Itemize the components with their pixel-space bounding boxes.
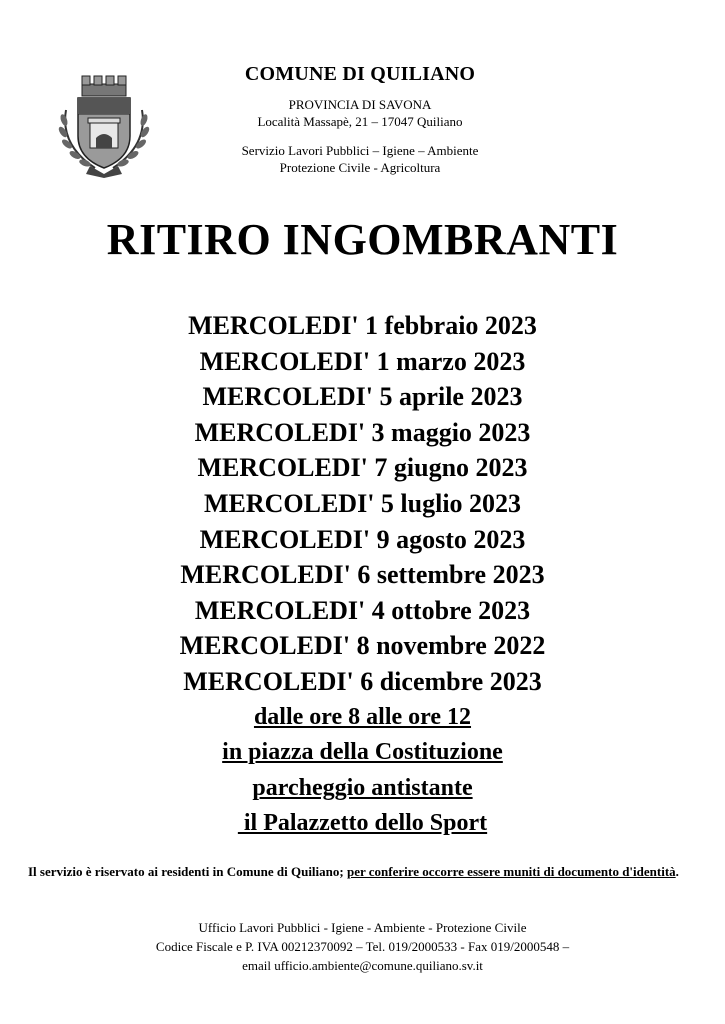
info-orario: dalle ore 8 alle ore 12: [253, 703, 472, 730]
date-item: MERCOLEDI' 6 dicembre 2023: [183, 666, 542, 696]
footer: [0, 918, 725, 975]
page-title: RITIRO INGOMBRANTI: [106, 215, 619, 264]
indirizzo: Località Massapè, 21 – 17047 Quiliano: [257, 114, 463, 129]
info-parcheggio: parcheggio antistante: [252, 774, 473, 801]
servizio-line-2: Protezione Civile - Agricoltura: [279, 160, 441, 175]
date-item: MERCOLEDI' 7 giugno 2023: [197, 453, 528, 483]
comune-title: COMUNE DI QUILIANO: [244, 63, 476, 85]
date-item: MERCOLEDI' 8 novembre 2022: [179, 631, 546, 661]
footer-office: Ufficio Lavori Pubblici - Igiene - Ambiente - Protezione Civile: [198, 920, 527, 935]
header: [205, 62, 515, 176]
note-requirement: per conferire occorre essere muniti di documento d'identità: [346, 864, 676, 879]
dates-list: [0, 308, 725, 842]
date-item: MERCOLEDI' 5 luglio 2023: [203, 488, 522, 518]
footer-email: email ufficio.ambiente@comune.quiliano.sv.it: [242, 958, 483, 973]
note-text: Il servizio è riservato ai residenti in Comune di Quiliano;: [28, 864, 347, 879]
date-item: MERCOLEDI' 9 agosto 2023: [199, 524, 526, 554]
date-item: MERCOLEDI' 6 settembre 2023: [180, 560, 545, 590]
residents-note: [28, 862, 696, 882]
info-luogo: in piazza della Costituzione: [222, 739, 503, 766]
note-end: .: [675, 864, 679, 879]
info-palazzetto: il Palazzetto dello Sport: [237, 810, 488, 837]
provincia: PROVINCIA DI SAVONA: [288, 97, 432, 112]
date-item: MERCOLEDI' 1 marzo 2023: [199, 346, 526, 376]
servizio-line-1: Servizio Lavori Pubblici – Igiene – Ambiente: [241, 143, 479, 158]
footer-contacts: Codice Fiscale e P. IVA 00212370092 – Tel. 019/2000533 - Fax 019/2000548 –: [155, 939, 570, 954]
date-item: MERCOLEDI' 3 maggio 2023: [194, 417, 531, 447]
date-item: MERCOLEDI' 4 ottobre 2023: [194, 595, 531, 625]
date-item: MERCOLEDI' 5 aprile 2023: [202, 382, 523, 412]
crest-icon: [50, 70, 158, 180]
date-item: MERCOLEDI' 1 febbraio 2023: [188, 311, 537, 340]
